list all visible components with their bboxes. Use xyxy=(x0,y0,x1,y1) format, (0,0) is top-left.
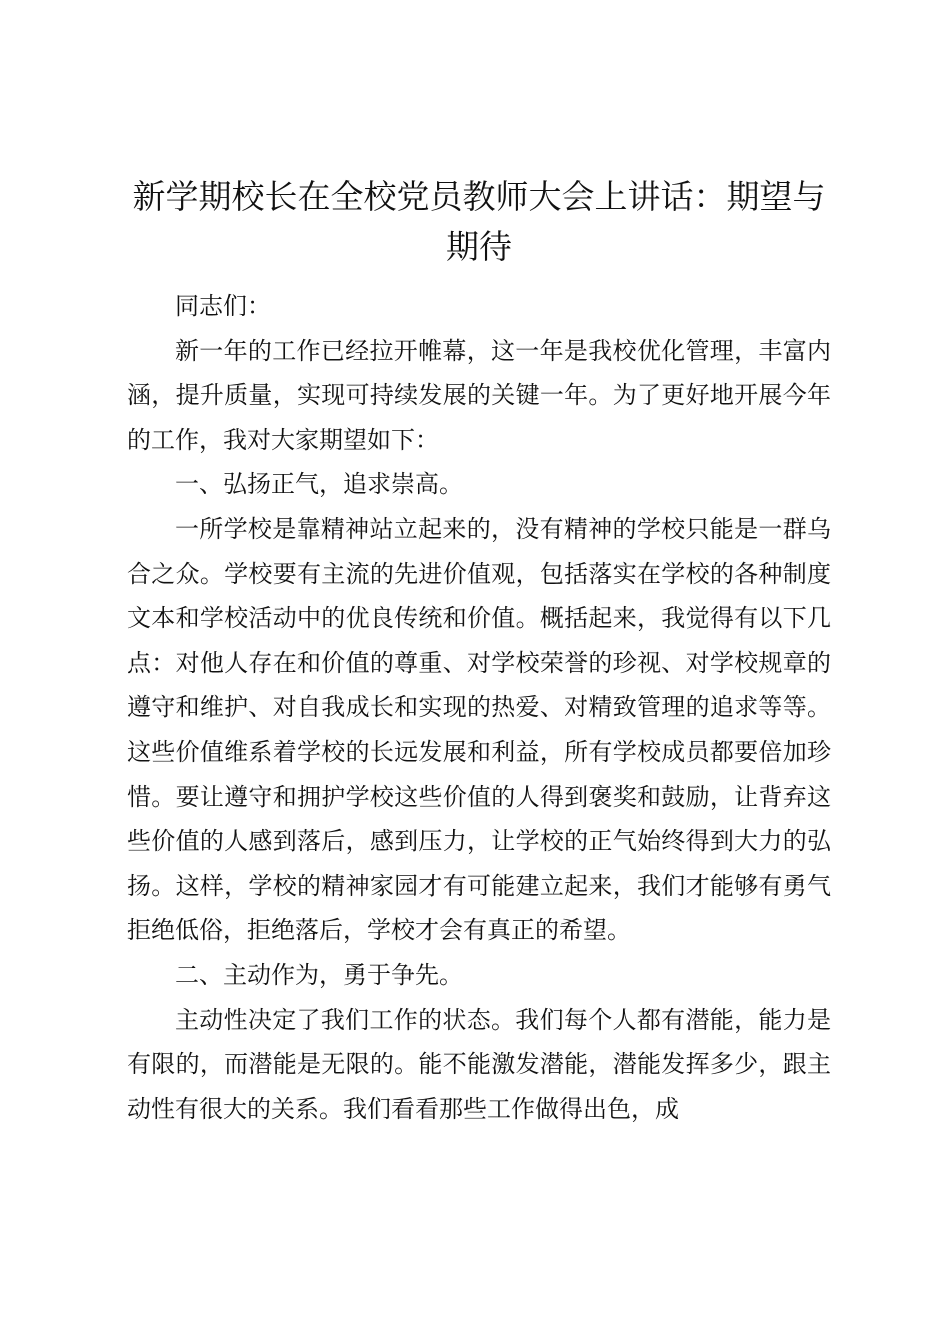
section-heading-1: 一、弘扬正气，追求崇高。 xyxy=(175,470,463,499)
salutation-paragraph: 同志们： xyxy=(175,292,271,320)
document-body xyxy=(127,284,831,1131)
document-page xyxy=(127,172,831,1131)
document-title: 新学期校长在全校党员教师大会上讲话：期望与期待 xyxy=(132,177,826,266)
intro-paragraph: 新一年的工作已经拉开帷幕，这一年是我校优化管理，丰富内涵，提升质量，实现可持续发展的关键一年。为了更好地开展今年的工作，我对大家期望如下： xyxy=(127,336,831,454)
section-1-paragraph: 一所学校是靠精神站立起来的，没有精神的学校只能是一群乌合之众。学校要有主流的先进价值观，包括落实在学校的各种制度文本和学校活动中的优良传统和价值。概括起来，我觉得有以下几点：对他人存在和价值的尊重、对学校荣誉的珍视、对学校规章的遵守和维护、对自我成长和实现的热爱、对精致管理的追求等等。这些价值维系着学校的长远发展和利益，所有学校成员都要倍加珍惜。要让遵守和拥护学校这些价值的人得到褒奖和鼓励，让背弃这些价值的人感到落后，感到压力，让学校的正气始终得到大力的弘扬。这样，学校的精神家园才有可能建立起来，我们才能够有勇气拒绝低俗，拒绝落后，学校才会有真正的希望。 xyxy=(127,514,831,945)
section-2-paragraph: 主动性决定了我们工作的状态。我们每个人都有潜能，能力是有限的，而潜能是无限的。能不能激发潜能，潜能发挥多少，跟主动性有很大的关系。我们看看那些工作做得出色，成 xyxy=(127,1005,831,1123)
section-heading-2: 二、主动作为，勇于争先。 xyxy=(175,960,463,989)
